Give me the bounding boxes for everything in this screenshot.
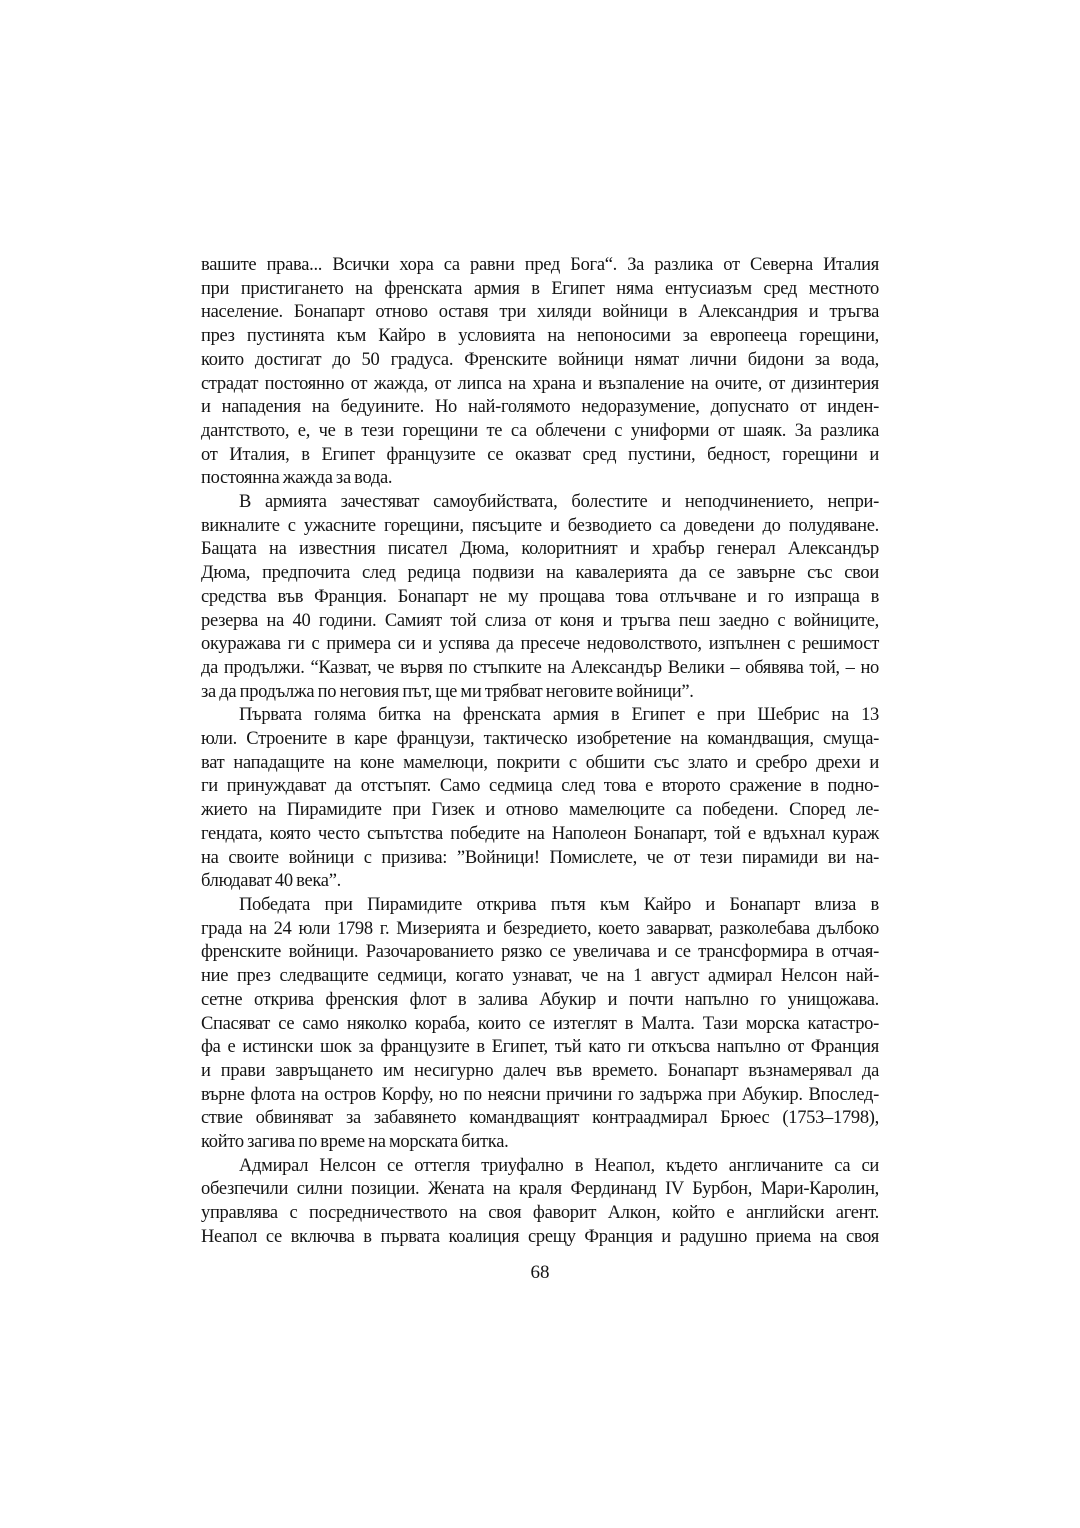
- text-line: дантството, е, че в тези горещини те са облечени с униформи от шаяк. За разлика: [201, 420, 879, 441]
- text-line: върне флота на остров Корфу, но по неясни причини го задържа при Абукир. Впослед-: [201, 1084, 879, 1105]
- text-line: града на 24 юли 1798 г. Мизерията и безредието, което заварват, разколебава дълбоко: [201, 918, 879, 939]
- text-line: и нападения на бедуините. Но най-голямото недоразумение, допуснато от инден-: [201, 397, 879, 418]
- paragraph: [201, 704, 879, 894]
- text-line: за да продължа по неговия път, ще ми трябват неговите войници”.: [201, 681, 694, 702]
- text-line: Адмирал Нелсон се оттегля триуфално в Неапол, където англичаните са си: [239, 1155, 879, 1176]
- text-line: ние през следващите седмици, когато узнават, че на 1 август адмирал Нелсон най-: [201, 966, 879, 987]
- text-block: [201, 254, 879, 1250]
- text-line: население. Бонапарт отново оставя три хиляди войници в Александрия и тръгва: [201, 302, 879, 323]
- text-line: Дюма, предпочита след редица подвизи на кавалерията да се завърне със свои: [201, 563, 879, 584]
- text-line: В армията зачестяват самоубийствата, болестите и неподчинението, непри-: [239, 492, 879, 513]
- text-line: викналите с ужасните горещини, пясъците и безводието са доведени до полудяване.: [201, 515, 879, 536]
- text-line: да продължи. “Казват, че вървя по стъпките на Александър Велики – обявява той, – но: [201, 657, 879, 678]
- text-line: сетне открива френския флот в залива Абукир и почти напълно го унищожава.: [201, 989, 879, 1010]
- text-line: ват нападащите на коне мамелюци, покрити с обшити със злато и сребро дрехи и: [201, 752, 879, 773]
- page-number: 68: [530, 1262, 550, 1283]
- text-line: постоянна жажда за вода.: [201, 468, 393, 489]
- text-line: управлява с посредничеството на своя фаворит Алкон, който е английски агент.: [201, 1203, 879, 1224]
- text-line: обезпечили силни позиции. Жената на краля Фердинанд IV Бурбон, Мари-Каролин,: [201, 1179, 879, 1200]
- paragraph: [201, 491, 879, 704]
- text-line: през пустинята към Кайро в условията на непоносими за европееца горещини,: [201, 326, 879, 347]
- text-line: резерва на 40 години. Самият той слиза от коня и тръгва пеш заедно с войниците,: [201, 610, 879, 631]
- text-line: от Италия, в Египет французите се оказват сред пустини, бедност, горещини и: [201, 444, 879, 465]
- paragraph: [201, 254, 879, 491]
- text-line: Спасяват се само няколко кораба, които се изтеглят в Малта. Тази морска катастро-: [201, 1013, 879, 1034]
- text-line: който загива по време на морската битка.: [201, 1132, 509, 1153]
- text-line: които достигат до 50 градуса. Френските войници нямат лични бидони за вода,: [201, 349, 879, 370]
- text-line: Неапол се включва в първата коалиция срещу Франция и радушно приема на своя: [201, 1226, 879, 1247]
- text-line: ги принуждават да отстъпят. Само седмица след това е второто сражение в подно-: [201, 776, 879, 797]
- text-line: страдат постоянно от жажда, от липса на храна и възпаление на очите, от дизинтерия: [201, 373, 879, 394]
- text-line: гендата, която често съпътства победите на Наполеон Бонапарт, той е вдъхнал кураж: [201, 823, 879, 844]
- text-line: Победата при Пирамидите открива пътя към Кайро и Бонапарт влиза в: [239, 894, 879, 915]
- text-line: ствие обвиняват за забавянето командващият контраадмирал Брюес (1753–1798),: [201, 1108, 879, 1129]
- text-line: вашите права... Всички хора са равни пред Бога“. За разлика от Северна Италия: [201, 255, 879, 275]
- text-line: средства във Франция. Бонапарт не му прощава това отлъчване и го изпраща в: [201, 586, 879, 607]
- text-line: фа е истински шок за французите в Египет, тъй като ги откъсва напълно от Франция: [201, 1037, 879, 1058]
- text-line: Бащата на известния писател Дюма, колоритният и храбър генерал Александър: [201, 539, 879, 560]
- text-line: и прави завръщането им несигурно далеч във времето. Бонапарт възнамерявал да: [201, 1060, 879, 1081]
- text-line: окуражава ги с примера си и успява да пресече недоволството, изпълнен с решимост: [201, 634, 879, 655]
- text-line: блюдават 40 века”.: [201, 871, 341, 892]
- text-line: при пристигането на френската армия в Египет няма ентусиазъм сред местното: [201, 278, 879, 299]
- text-line: Първата голяма битка на френската армия в Египет е при Шебрис на 13: [239, 705, 879, 726]
- paragraph: [201, 894, 879, 1155]
- text-line: жието на Пирамидите при Гизек и отново мамелюците са победени. Според ле-: [201, 800, 879, 821]
- text-line: юли. Строените в каре французи, тактическо изобретение на командващия, смуща-: [201, 729, 879, 750]
- text-line: френските войници. Разочарованието рязко се увеличава и се трансформира в отчая-: [201, 942, 879, 963]
- paragraph: [201, 1155, 879, 1250]
- text-line: на своите войници с призива: ”Войници! Помислете, че от тези пирамиди ви на-: [201, 847, 879, 868]
